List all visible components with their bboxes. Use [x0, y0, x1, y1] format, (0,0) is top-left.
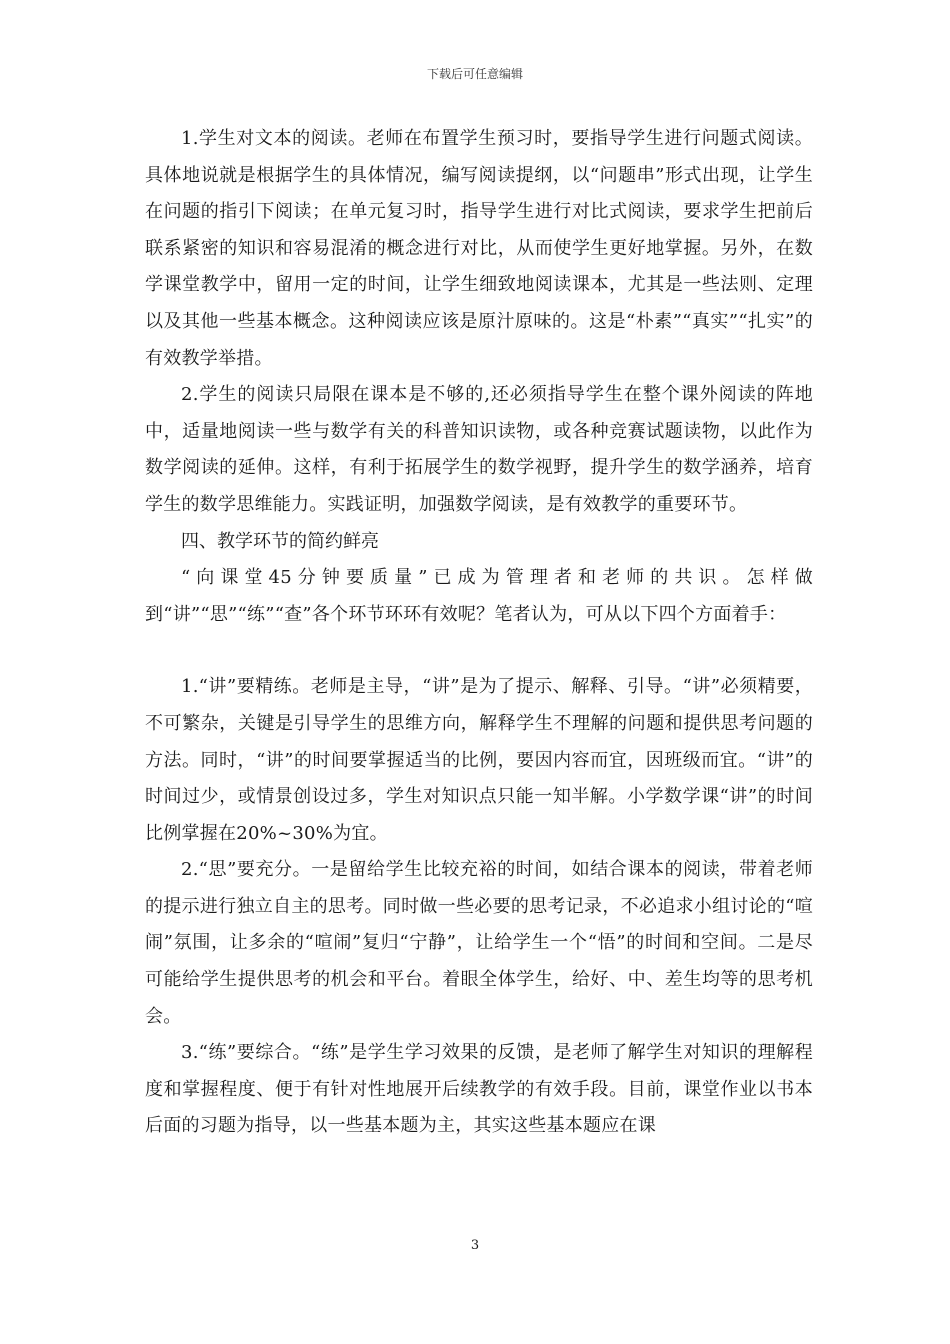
- paragraph-lecture-concise: 1.“讲”要精练。老师是主导，“讲”是为了提示、解释、引导。“讲”必须精要，不可繁杂，关键是引导学生的思维方向，解释学生不理解的问题和提供思考问题的方法。同时，“讲”的时间要掌握适当的比例，要因内容而宜，因班级而宜。“讲”的时间过少，或情景创设过多，学生对知识点只能一知半解。小学数学课“讲”的时间比例掌握在20%~30%为宜。: [145, 676, 813, 844]
- page-header-note: 下载后可任意编辑: [426, 67, 523, 81]
- paragraph-student-text-reading: 1.学生对文本的阅读。老师在布置学生预习时，要指导学生进行问题式阅读。具体地说就是根据学生的具体情况，编写阅读提纲，以“问题串”形式出现，让学生在问题的指引下阅读；在单元复习时，指导学生进行对比式阅读，要求学生把前后联系紧密的知识和容易混淆的概念进行对比，从而使学生更好地掌握。另外，在数学课堂教学中，留用一定的时间，让学生细致地阅读课本，尤其是一些法则、定理以及其他一些基本概念。这种阅读应该是原汁原味的。这是“朴素”“真实”“扎实”的有效教学举措。: [145, 128, 813, 369]
- section-heading-teaching-steps: 四、教学环节的简约鲜亮: [181, 530, 379, 552]
- document-body: [145, 121, 813, 1145]
- paragraph-classroom-quality: “向课堂45分钟要质量”已成为管理者和老师的共识。怎样做到“讲”“思”“练”“查”各个环节环环有效呢？笔者认为，可从以下四个方面着手：: [145, 567, 813, 625]
- blank-line: [145, 633, 813, 669]
- paragraph-thinking-sufficient: 2.“思”要充分。一是留给学生比较充裕的时间，如结合课本的阅读，带着老师的提示进行独立自主的思考。同时做一些必要的思考记录，不必追求小组讨论的“喧闹”氛围，让多余的“喧闹”复归“宁静”，让给学生一个“悟”的时间和空间。二是尽可能给学生提供思考的机会和平台。着眼全体学生，给好、中、差生均等的思考机会。: [145, 859, 813, 1027]
- page-number: 3: [470, 1238, 480, 1253]
- paragraph-practice-comprehensive: 3.“练”要综合。“练”是学生学习效果的反馈，是老师了解学生对知识的理解程度和掌握程度、便于有针对性地展开后续教学的有效手段。目前，课堂作业以书本后面的习题为指导，以一些基本题为主，其实这些基本题应在课: [145, 1042, 813, 1137]
- paragraph-extracurricular-reading: 2.学生的阅读只局限在课本是不够的,还必须指导学生在整个课外阅读的阵地中，适量地阅读一些与数学有关的科普知识读物，或各种竞赛试题读物，以此作为数学阅读的延伸。这样，有利于拓展学生的数学视野，提升学生的数学涵养，培育学生的数学思维能力。实践证明，加强数学阅读，是有效教学的重要环节。: [145, 384, 813, 515]
